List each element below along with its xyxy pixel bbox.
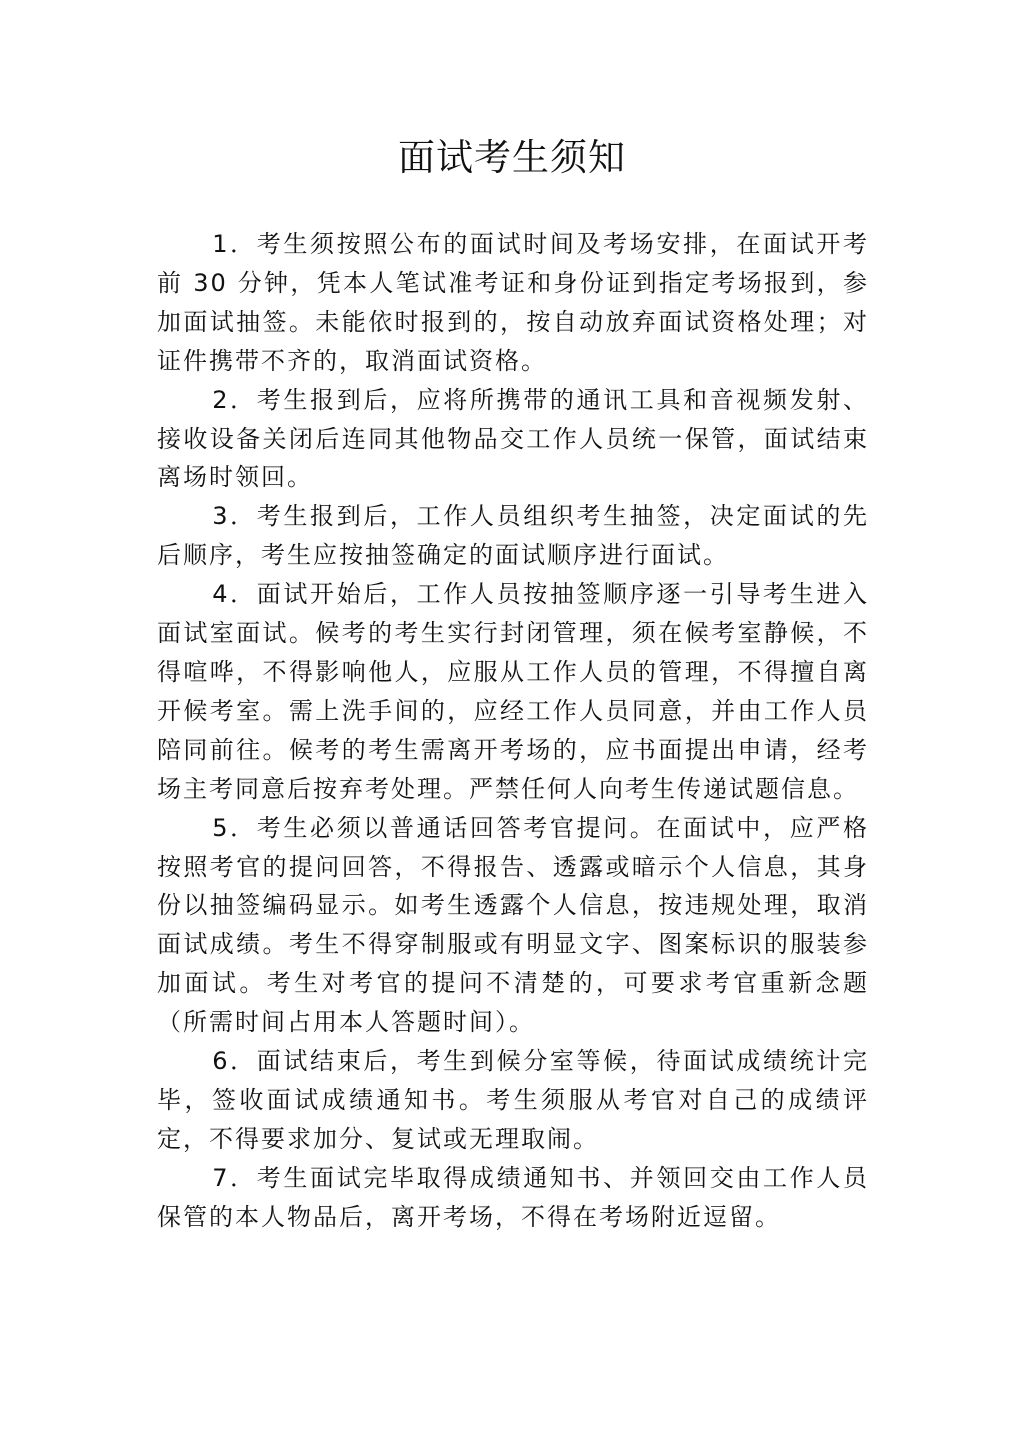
rule-paragraph-6: 6．面试结束后，考生到候分室等候，待面试成绩统计完毕，签收面试成绩通知书。考生须服从考官对自己的成绩评定，不得要求加分、复试或无理取闹。 (157, 1047, 869, 1153)
document-body (157, 225, 869, 1237)
document-title: 面试考生须知 (398, 136, 626, 179)
rule-paragraph-3: 3．考生报到后，工作人员组织考生抽签，决定面试的先后顺序，考生应按抽签确定的面试顺序进行面试。 (157, 502, 869, 570)
rule-paragraph-4: 4．面试开始后，工作人员按抽签顺序逐一引导考生进入面试室面试。候考的考生实行封闭管理，须在候考室静候，不得喧哗，不得影响他人，应服从工作人员的管理，不得擅自离开候考室。需上洗手间的，应经工作人员同意，并由工作人员陪同前往。候考的考生需离开考场的，应书面提出申请，经考场主考同意后按弃考处理。严禁任何人向考生传递试题信息。 (157, 580, 869, 803)
rule-paragraph-7: 7．考生面试完毕取得成绩通知书、并领回交由工作人员保管的本人物品后，离开考场，不得在考场附近逗留。 (157, 1163, 869, 1231)
rule-paragraph-1: 1．考生须按照公布的面试时间及考场安排，在面试开考前 30 分钟，凭本人笔试准考证和身份证到指定考场报到，参加面试抽签。未能依时报到的，按自动放弃面试资格处理；对证件携带不齐的，取消面试资格。 (157, 230, 869, 375)
rule-paragraph-2: 2．考生报到后，应将所携带的通讯工具和音视频发射、接收设备关闭后连同其他物品交工作人员统一保管，面试结束离场时领回。 (157, 385, 869, 492)
rule-paragraph-5: 5．考生必须以普通话回答考官提问。在面试中，应严格按照考官的提问回答，不得报告、透露或暗示个人信息，其身份以抽签编码显示。如考生透露个人信息，按违规处理，取消面试成绩。考生不得穿制服或有明显文字、图案标识的服装参加面试。考生对考官的提问不清楚的，可要求考官重新念题（所需时间占用本人答题时间）。 (157, 813, 869, 1037)
